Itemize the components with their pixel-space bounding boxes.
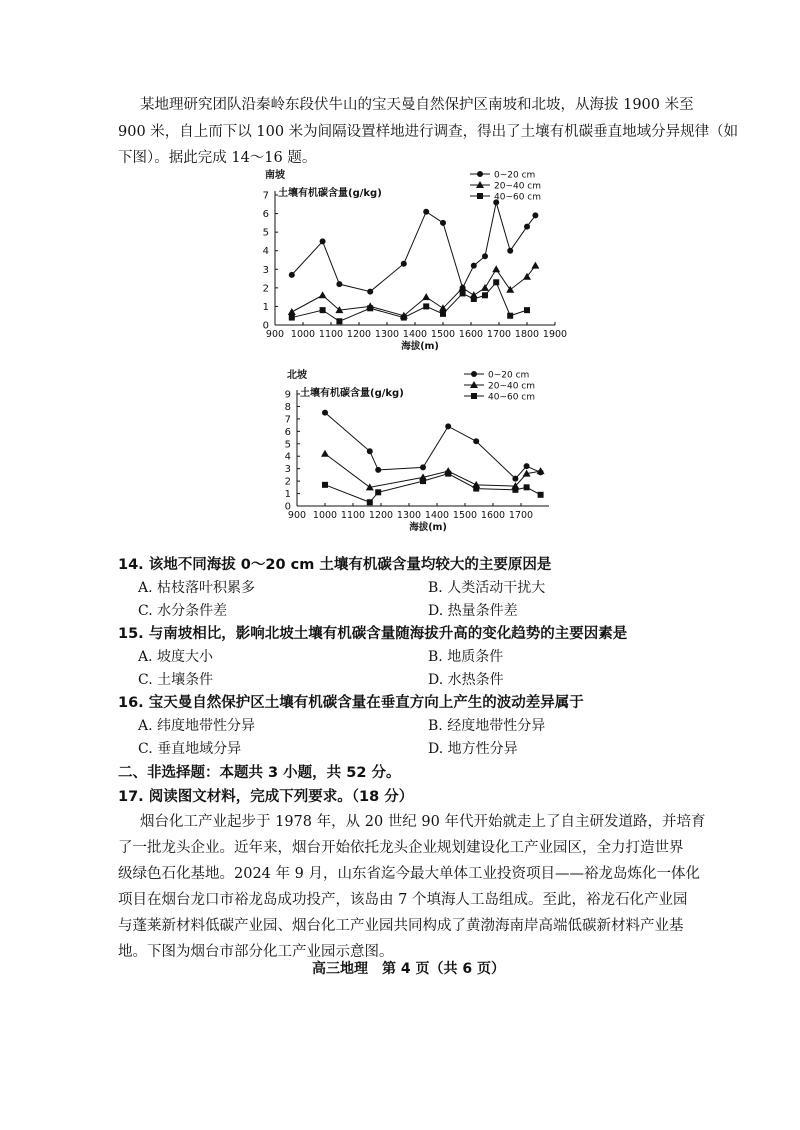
north-point-40-60: [367, 499, 373, 505]
south-y-tick-label: 0: [262, 320, 269, 332]
north-y-tick-label: 4: [284, 451, 291, 463]
q17-material-line-5: 与蓬莱新材料低碳产业园、烟台化工产业园共同构成了黄渤海南岸高端低碳新材料产业基: [118, 918, 684, 934]
north-x-tick-label: 1500: [452, 510, 478, 521]
north-legend-label-0-20: 0~20 cm: [488, 370, 530, 381]
north-point-0-20: [473, 438, 479, 444]
south-point-20-40: [288, 308, 296, 315]
south-point-20-40: [531, 262, 539, 269]
q14-option-a[interactable]: A. 枯枝落叶积累多: [138, 580, 256, 596]
south-series-line-0-20: [292, 202, 536, 291]
south-point-40-60: [482, 292, 488, 298]
north-point-40-60: [420, 478, 426, 484]
south-y-tick-label: 7: [262, 190, 269, 202]
south-point-40-60: [471, 296, 477, 302]
south-point-0-20: [482, 253, 488, 259]
south-point-0-20: [423, 209, 429, 215]
q14-option-d[interactable]: D. 热量条件差: [428, 603, 518, 619]
north-series-line-20-40: [325, 454, 541, 488]
south-x-tick-label: 1500: [430, 329, 456, 340]
north-y-tick-label: 5: [284, 439, 291, 451]
north-panel-label: 北坡: [287, 370, 307, 381]
north-x-axis-label: 海拔(m): [409, 522, 447, 533]
south-point-40-60: [524, 307, 530, 313]
south-point-0-20: [336, 281, 342, 287]
south-x-tick-label: 1600: [458, 329, 484, 340]
north-y-tick-label: 6: [284, 426, 291, 438]
north-x-tick-label: 1200: [368, 510, 394, 521]
north-x-tick-label: 1400: [424, 510, 450, 521]
south-point-40-60: [440, 311, 446, 317]
south-point-20-40: [492, 265, 500, 272]
q17-material-line-1: 烟台化工产业起步于 1978 年，从 20 世纪 90 年代开始就走上了自主研发道路，并培育: [140, 814, 706, 830]
south-point-40-60: [423, 303, 429, 309]
q17-material-line-4: 项目在烟台龙口市裕龙岛成功投产，该岛由 7 个填海人工岛组成。至此，裕龙石化产业园: [118, 892, 688, 908]
south-x-tick-label: 1800: [514, 329, 540, 340]
north-slope-chart: [285, 368, 549, 533]
q14-option-c[interactable]: C. 水分条件差: [138, 603, 228, 619]
south-slope-chart: [263, 168, 567, 352]
north-point-40-60: [322, 482, 328, 488]
south-x-tick-label: 1400: [402, 329, 428, 340]
south-y-axis-label: 土壤有机碳含量(g/kg): [278, 188, 382, 199]
north-x-tick-label: 1700: [508, 510, 534, 521]
intro-line-3: 下图）。据此完成 14～16 题。: [118, 150, 317, 166]
north-point-40-60: [445, 471, 451, 477]
north-series-line-0-20: [325, 413, 541, 479]
north-x-tick-label: 1000: [312, 510, 338, 521]
q14-option-b[interactable]: B. 人类活动干扰大: [428, 580, 546, 596]
south-legend-marker-40-60: [477, 193, 483, 199]
q16-option-d[interactable]: D. 地方性分异: [428, 741, 518, 757]
q15-option-d[interactable]: D. 水热条件: [428, 672, 504, 688]
north-point-0-20: [420, 464, 426, 470]
north-y-tick-label: 9: [284, 389, 291, 401]
south-legend-marker-0-20: [477, 171, 483, 177]
north-legend-marker-40-60: [471, 393, 477, 399]
north-y-tick-label: 0: [284, 501, 291, 513]
north-y-tick-label: 8: [284, 401, 291, 413]
south-point-20-40: [319, 291, 327, 298]
north-point-0-20: [524, 463, 530, 469]
north-x-tick-label: 1600: [480, 510, 506, 521]
north-x-tick-label: 1300: [396, 510, 422, 521]
north-point-0-20: [322, 410, 328, 416]
north-point-40-60: [524, 484, 530, 490]
south-point-40-60: [367, 305, 373, 311]
north-point-0-20: [512, 476, 518, 482]
south-point-20-40: [422, 293, 430, 300]
south-legend-label-20-40: 20~40 cm: [494, 181, 542, 192]
south-point-0-20: [401, 261, 407, 267]
charts-figure: [0, 168, 800, 548]
question-14-stem: 14. 该地不同海拔 0～20 cm 土壤有机碳含量均较大的主要原因是: [118, 557, 552, 573]
south-y-tick-label: 6: [262, 209, 269, 221]
intro-line-1: 某地理研究团队沿秦岭东段伏牛山的宝天曼自然保护区南坡和北坡，从海拔 1900 米至: [140, 97, 694, 113]
south-point-40-60: [320, 307, 326, 313]
south-legend-label-0-20: 0~20 cm: [494, 170, 536, 181]
south-x-tick-label: 1300: [374, 329, 400, 340]
south-point-40-60: [493, 279, 499, 285]
south-y-tick-label: 3: [262, 264, 269, 276]
page-footer: 高三地理 第 4 页（共 6 页）: [312, 961, 505, 977]
south-point-0-20: [289, 272, 295, 278]
north-point-0-20: [367, 448, 373, 454]
south-series-line-20-40: [292, 266, 536, 316]
south-series-line-40-60: [292, 282, 527, 321]
north-point-0-20: [445, 423, 451, 429]
south-y-tick-label: 2: [262, 283, 269, 295]
south-point-40-60: [289, 315, 295, 321]
q15-option-c[interactable]: C. 土壤条件: [138, 672, 214, 688]
north-point-40-60: [512, 487, 518, 493]
south-point-0-20: [367, 289, 373, 295]
north-y-axis-label: 土壤有机碳含量(g/kg): [300, 388, 404, 399]
north-point-0-20: [375, 467, 381, 473]
south-x-tick-label: 1900: [542, 329, 568, 340]
south-y-tick-label: 5: [262, 227, 269, 239]
q16-option-c[interactable]: C. 垂直地域分异: [138, 741, 242, 757]
south-point-40-60: [401, 315, 407, 321]
q16-option-a[interactable]: A. 纬度地带性分异: [138, 718, 256, 734]
north-y-tick-label: 1: [284, 489, 291, 501]
south-point-40-60: [460, 290, 466, 296]
south-point-0-20: [524, 224, 530, 230]
north-legend-label-20-40: 20~40 cm: [488, 381, 536, 392]
section-2-heading: 二、非选择题：本题共 3 小题，共 52 分。: [118, 765, 401, 781]
south-y-tick-label: 1: [262, 301, 269, 313]
north-point-40-60: [538, 492, 544, 498]
north-y-tick-label: 2: [284, 476, 291, 488]
south-y-tick-label: 4: [262, 246, 269, 258]
south-legend-label-40-60: 40~60 cm: [494, 192, 542, 203]
south-point-0-20: [471, 263, 477, 269]
north-point-40-60: [375, 489, 381, 495]
north-x-tick-label: 1100: [340, 510, 366, 521]
south-x-axis-label: 海拔(m): [401, 341, 439, 352]
north-legend-label-40-60: 40~60 cm: [488, 392, 536, 403]
question-17-stem: 17. 阅读图文材料，完成下列要求。（18 分）: [118, 789, 414, 805]
q17-material-line-2: 了一批龙头企业。近年来，烟台开始依托龙头企业规划建设化工产业园区，全力打造世界: [118, 840, 684, 856]
north-y-tick-label: 7: [284, 414, 291, 426]
south-point-0-20: [320, 238, 326, 244]
question-16-stem: 16. 宝天曼自然保护区土壤有机碳含量在垂直方向上产生的波动差异属于: [118, 695, 584, 711]
south-point-40-60: [507, 313, 513, 319]
north-point-40-60: [473, 486, 479, 492]
q17-material-line-6: 地。下图为烟台市部分化工产业园示意图。: [118, 944, 394, 960]
south-point-40-60: [336, 318, 342, 324]
south-x-tick-label: 1700: [486, 329, 512, 340]
q15-option-a[interactable]: A. 坡度大小: [138, 649, 214, 665]
south-point-0-20: [532, 212, 538, 218]
q16-option-b[interactable]: B. 经度地带性分异: [428, 718, 546, 734]
south-point-20-40: [481, 284, 489, 291]
south-point-0-20: [507, 248, 513, 254]
south-x-tick-label: 1100: [318, 329, 344, 340]
north-y-tick-label: 3: [284, 464, 291, 476]
intro-line-2: 900 米，自上而下以 100 米为间隔设置样地进行调查，得出了土壤有机碳垂直地域分异规律（如: [118, 124, 739, 140]
south-x-tick-label: 1200: [346, 329, 372, 340]
q15-option-b[interactable]: B. 地质条件: [428, 649, 504, 665]
south-point-20-40: [506, 286, 514, 293]
q17-material-line-3: 级绿色石化基地。2024 年 9 月，山东省迄今最大单体工业投资项目——裕龙岛炼化一体化: [118, 866, 700, 882]
north-x-tick-label: 900: [287, 510, 307, 521]
question-15-stem: 15. 与南坡相比，影响北坡土壤有机碳含量随海拔升高的变化趋势的主要因素是: [118, 626, 628, 642]
south-x-tick-label: 1000: [290, 329, 316, 340]
north-legend-marker-0-20: [471, 371, 477, 377]
north-point-20-40: [321, 450, 329, 457]
south-point-0-20: [440, 220, 446, 226]
south-x-tick-label: 900: [265, 329, 285, 340]
south-panel-label: 南坡: [265, 170, 285, 181]
